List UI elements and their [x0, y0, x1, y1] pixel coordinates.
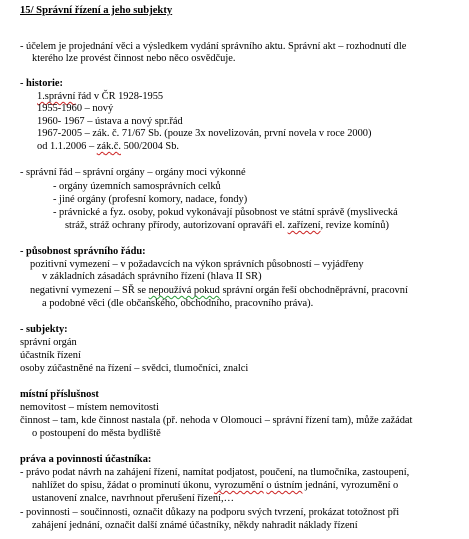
text-line: nemovitost – místem nemovitosti: [20, 402, 159, 413]
text-line: 1955-1960 – nový: [37, 103, 114, 114]
text-line: kterého lze provést činnost nebo něco osvědčuje.: [32, 53, 236, 64]
text-line: 1960- 1967 – ústava a nový spr.řád: [37, 116, 183, 127]
text-line: 1967-2005 – zák. č. 71/67 Sb. (pouze 3x novelizován, první novela v roce 2000): [37, 128, 372, 139]
section-heading: - subjekty:: [20, 324, 68, 335]
text-run: správní orgán řeší obchodněprávní, pracovní: [219, 285, 408, 296]
text-line: účastník řízení: [20, 350, 81, 361]
text-run: 500/2004 Sb.: [120, 141, 180, 152]
text-line: - jiné orgány (profesní komory, nadace, fondy): [53, 194, 248, 205]
text-line: pozitivní vymezení – v požadavcích na výkon správních působností – vyjádřeny: [30, 259, 364, 270]
section-heading: místní příslušnost: [20, 389, 99, 400]
text-line: - orgány územních samosprávních celků: [53, 181, 221, 192]
text-line: [37, 91, 163, 104]
text-line: [37, 141, 179, 154]
text-run: stráž, stráž ochrany přírody, autorizovaní opraváři el.: [65, 220, 288, 231]
spellcheck-word: nepoužívá pokud: [148, 285, 220, 296]
text-run: jednání, vyrozumění o: [302, 480, 399, 491]
spellcheck-word: o ústním: [266, 480, 303, 491]
text-line: [30, 285, 408, 298]
spellcheck-word: 1.správní: [37, 91, 76, 102]
text-line: ustanovení znalce, navrhnout přerušení řízení,…: [32, 493, 234, 504]
text-line: - účelem je projednání věci a výsledkem vydání správního aktu. Správní akt – rozhodnutí dle: [20, 41, 407, 52]
text-line: o postoupení do města bydliště: [32, 428, 161, 439]
document-title: 15/ Správní řízení a jeho subjekty: [20, 5, 173, 16]
text-run: nahlížet do spisu, žádat o prominutí úkonu,: [32, 480, 215, 491]
text-line: v základních zásadách správního řízení (hlava II SR): [42, 271, 262, 282]
text-line: - právnické a fyz. osoby, pokud vykonávají působnost ve státní správě (myslivecká: [53, 207, 398, 218]
text-line: a podobné věci (dle občanského, obchodního, pracovního práva).: [42, 298, 314, 309]
section-heading: - působnost správního řádu:: [20, 246, 146, 257]
text-line: - povinnosti – součinnosti, označit důkazy na podporu svých tvrzení, prokázat totožnost při: [20, 507, 400, 518]
spellcheck-word: vyrozumění: [214, 480, 264, 491]
text-line: [65, 220, 389, 233]
spellcheck-word: zák.č.: [96, 141, 121, 152]
section-heading: - historie:: [20, 78, 63, 89]
text-line: - právo podat návrh na zahájení řízení, namítat podjatost, poučení, na tlumočníka, zastoupení,: [20, 467, 410, 478]
text-line: osoby zúčastněné na řízení – svědci, tlumočníci, znalci: [20, 363, 249, 374]
text-line: správní orgán: [20, 337, 77, 348]
text-run: , revize komínů): [320, 220, 389, 231]
text-line: - správní řád – správní orgány – orgány moci výkonné: [20, 167, 246, 178]
text-line: [32, 480, 398, 493]
text-run: řád v ČR 1928-1955: [75, 91, 164, 102]
text-run: negativní vymezení – SŘ se: [30, 285, 149, 296]
text-line: činnost – tam, kde činnost nastala (př. nehoda v Olomouci – správní řízení tam), může zažádat: [20, 415, 413, 426]
spellcheck-word: zařízení: [287, 220, 321, 231]
text-line: zahájení jednání, označit další známé účastníky, někdy nahradit náklady řízení: [32, 520, 358, 531]
section-heading: práva a povinnosti účastníka:: [20, 454, 152, 465]
text-run: od 1.1.2006 –: [37, 141, 97, 152]
